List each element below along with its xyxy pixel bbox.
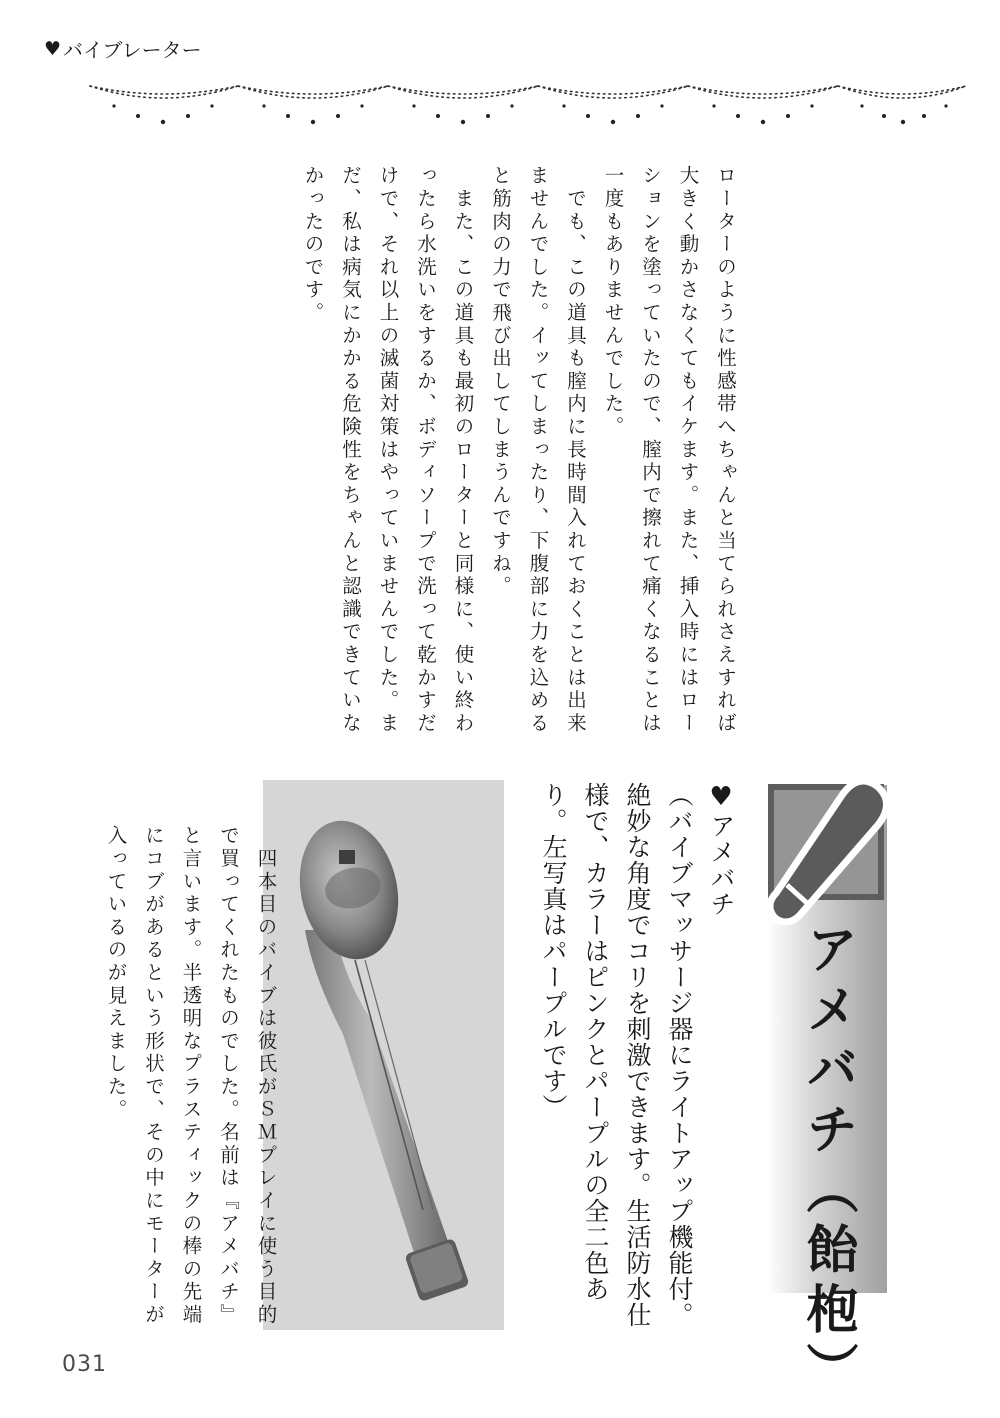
product-description xyxy=(532,782,742,1342)
product-name-row xyxy=(700,782,742,1342)
paragraph: また、この道具も最初のローターと同様に、使い終わったら水洗いをするか、ボディソープで洗って乾かすだけで、それ以上の滅菌対策はやっていませんでした。まだ、私は病気にかかる危険性をちゃんと認識できていなかったのです。 xyxy=(301,165,475,735)
vibrator-photo xyxy=(263,780,504,1330)
body-text-bottom xyxy=(97,825,285,1345)
vibrator-icon xyxy=(757,775,897,925)
product-desc-text: （バイブマッサージ器にライトアップ機能付。絶妙な角度でコリを刺激できます。生活防水仕様で、カラーはピンクとパープルの全二色あり。左写真はパープルです） xyxy=(539,782,694,1328)
paragraph: でも、この道具も膣内に長時間入れておくことは出来ませんでした。イッてしまったり、下腹部に力を込めると筋肉の力で飛び出してしまうんですね。 xyxy=(489,165,587,735)
body-text-top xyxy=(294,165,744,735)
section-header xyxy=(44,34,202,63)
page-number: 031 xyxy=(62,1352,107,1377)
section-title: バイブレーター xyxy=(63,38,202,62)
garland-decoration xyxy=(88,80,968,140)
paragraph: ローターのように性感帯へちゃんと当てられさえすれば大きく動かさなくてもイケます。また、挿入時にはローションを塗っていたので、膣内で擦れて痛くなることは一度もありませんでした。 xyxy=(601,165,737,735)
heart-icon: ♥ xyxy=(706,782,736,813)
paragraph: 四本目のバイブは彼氏がＳＭプレイに使う目的で買ってくれたものでした。名前は『アメバチ』と言います。半透明なプラスティックの棒の先端にコブがあるという形状で、その中にモーターが入っているのが見えました。 xyxy=(104,825,278,1327)
heart-icon: ♥ xyxy=(44,37,62,60)
feature-title: アメバチ（飴枹） xyxy=(797,922,857,1402)
product-name: アメバチ xyxy=(707,813,736,917)
